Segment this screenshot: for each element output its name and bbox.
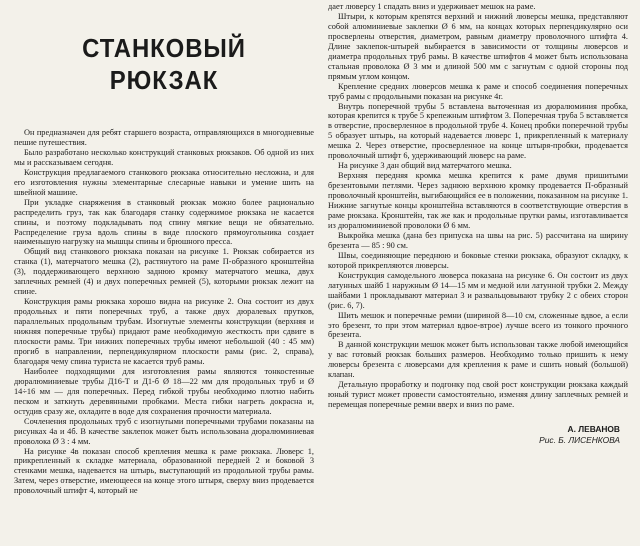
paragraph: Детальную проработку и подгонку под свой рост конструкции рюкзака каждый юный турист может провести самостоятельно, изменяя длину заплечных ремней и перемещая поперечные ремни вверх и вниз по раме. <box>328 380 628 410</box>
paragraph: На рисунке 4в показан способ крепления мешка к раме рюкзака. Люверс 1, прикрепленный к складке материала, образованной передней 2 и боковой 3 стенками мешка, надевается на штырь, выступающий из продольной трубы рамы. Затем, через отверстие, имеющееся на конце этого штыря, сверху вниз продевается проволочный штифт 4, который не <box>14 446 314 496</box>
paragraph: Он предназначен для ребят старшего возраста, отправляющихся в многодневные пешие путешествия. <box>14 128 314 147</box>
title-line-1: СТАНКОВЫЙ <box>82 33 246 63</box>
paragraph: Швы, соединяющие переднюю и боковые стенки рюкзака, образуют складку, к которой прикрепляются люверсы. <box>328 250 628 270</box>
paragraph: Выкройка мешка (дана без припуска на швы на рис. 5) рассчитана на ширину брезента — 85 : 90 см. <box>328 230 628 250</box>
paragraph: дает люверсу 1 спадать вниз и удерживает мешок на раме. <box>328 2 536 11</box>
paragraph: Внутрь поперечной трубы 5 вставлена выточенная из дюралюминия пробка, которая крепится к трубе 5 крепежным штифтом 3. Поперечная труба 5 вставляется в отверстие, просверленное в продольной трубе 4. Конец пробки поперечной трубы 5 образует штырь, на который надевается люверс 1, прикрепленный к материалу мешка 2. Через отверстие, просверленное на конце штыря-пробки, продевается проволочный штифт 6, удерживающий люверс на раме. <box>328 101 628 161</box>
right-column <box>328 2 628 546</box>
paragraph: В данной конструкции мешок может быть использован также любой имеющийся у вас готовый рюкзак больших размеров. Необходимо только пришить к нему люверсы брезента с люверсами для крепления к раме и сшить новый (большой) клапан. <box>328 340 628 380</box>
paragraph: Общий вид станкового рюкзака показан на рисунке 1. Рюкзак собирается из станка (1), матерчатого мешка (2), растянутого на раме П-образного кронштейна (3), поддерживающего верхнюю заднюю кромку матерчатого мешка, двух заплечных ремней (4) и двух поперечных ремней (5), которыми рюкзак лежит на спине. <box>14 247 314 297</box>
right-paragraphs <box>328 2 628 410</box>
title-line-2: РЮКЗАК <box>109 65 219 95</box>
signature <box>328 424 628 446</box>
paragraph: Конструкция самодельного люверса показана на рисунке 6. Он состоит из двух латунных шайб 1 наружным Ø 14—15 мм и медной или латунной трубки 2. Между шайбами 1 прокладывают материал 3 и развальцовывают трубку 2 с обеих сторон (рис. 6, 7). <box>328 270 628 310</box>
paragraph: Сочленения продольных труб с изогнутыми поперечными трубами показаны на рисунках 4а и 4б. В качестве заклепок может быть использована дюралюминиевая проволока Ø 3 : 4 мм. <box>14 416 314 446</box>
paragraph: Конструкция предлагаемого станкового рюкзака относительно несложна, и для его изготовления нужны элементарные слесарные навыки и умение шить на швейной машине. <box>14 167 314 197</box>
paragraph: На рисунке 3 дан общий вид матерчатого мешка. <box>338 161 512 171</box>
paragraph: Верхняя передняя кромка мешка крепится к раме двумя пришитыми брезентовыми петлями. Через заднюю верхнюю кромку продевается П-образный проволочный кронштейн, выгибающийся ее в положении, показанном на рисунке 1. Нижние загнутые концы кронштейна вставляются в соответствующие отверстия в раме рюкзака. Кронштейн, так же как и продольные прутки рамы, изготавливается из дюралюминиевой проволоки Ø 6 мм. <box>328 171 628 230</box>
illustrator-credit: Рис. Б. ЛИСЕНКОВА <box>539 435 620 446</box>
paragraph: Наиболее подходящими для изготовления рамы являются тонкостенные дюралюминиевые трубы Д16-Т и Д1-б Ø 18—22 мм для продольных труб и Ø 14÷16 мм — для поперечных. Перед гибкой трубы необходимо плотно набить песком и заткнуть деревянными пробками. Места гибки нагреть докрасна и, остудив сразу же, охладите в воде для сохранения прочности материала. <box>14 366 314 416</box>
paragraph: Было разработано несколько конструкций станковых рюкзаков. Об одной из них мы и рассказываем сегодня. <box>14 147 314 167</box>
author-name: А. ЛЕВАНОВ <box>567 424 620 435</box>
paragraph: Шить мешок и поперечные ремни (шириной 8—10 см, сложенные вдвое, а если это брезент, то при этом материал вдвое-втрое) лучше всего из тонкого прочного брезента. <box>328 310 628 340</box>
left-column <box>14 2 314 546</box>
paragraph: При укладке снаряжения в станковый рюкзак можно более рационально распределить груз, так как благодаря станку содержимое рюкзака не касается спины, и поэтому подкладывать под спину мягкие вещи не обязательно. Распределение груза вдоль спины в виде плоского прямоугольника создает наименьшую нагрузку на мышцы спины и брюшного пресса. <box>14 197 314 247</box>
paragraph: Штыри, к которым крепятся верхний и нижний люверсы мешка, представляют собой алюминиевые заклепки Ø 6 мм, на концах которых перпендикулярно оси просверлены отверстия, диаметром, равным диаметру проволочного штифта 4. Длине заклепок-штырей выбирается в зависимости от толщины люверсов и диаметра продольных труб рамы. В качестве штифтов 4 может быть использована стальная проволока Ø 3 мм и длиной 500 мм с загнутым с одной стороны под прямым углом концом. <box>328 11 628 81</box>
paragraph: Крепление средних люверсов мешка к раме и способ соединения поперечных труб рамы с продольными показан на рисунке 4г. <box>328 81 628 101</box>
paragraph: Конструкция рамы рюкзака хорошо видна на рисунке 2. Она состоит из двух продольных и пяти поперечных труб, а также двух дюралевых прутков, параллельных продольным трубам. Изогнутые элементы конструкции (верхняя и нижняя поперечные трубы) придают раме необходимую жесткость при сдвиге в плоскости рамы. Три нижних поперечных трубы имеют небольшой (40 : 45 мм) прогиб в направлении, перпендикулярном плоскости рамы (рис. 2, справа), благодаря чему спина туриста не касается труб рамы. <box>14 297 314 366</box>
article-title <box>14 32 314 96</box>
left-paragraphs <box>14 128 314 496</box>
